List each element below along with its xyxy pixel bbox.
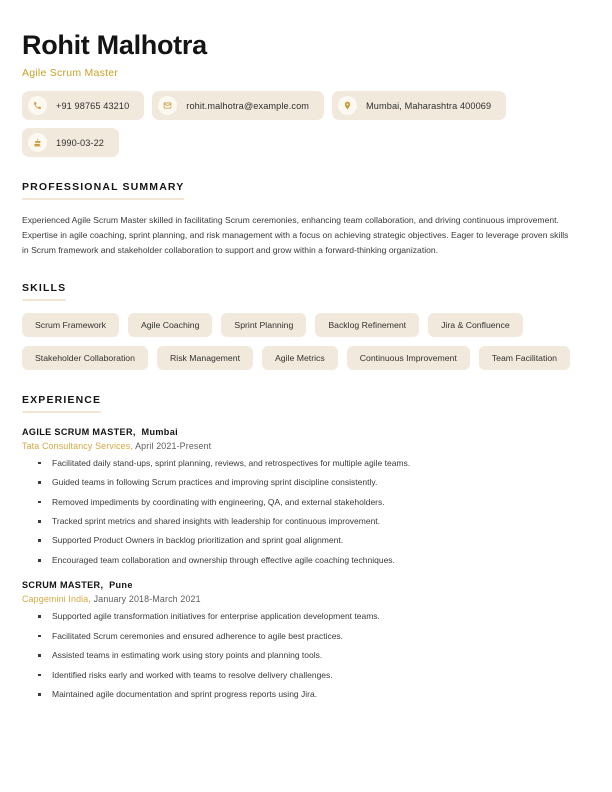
- candidate-name: Rohit Malhotra: [22, 30, 207, 60]
- contact-row-secondary: [22, 128, 590, 157]
- job-company: Capgemini India,: [22, 594, 92, 605]
- section-skills: [22, 278, 590, 370]
- birthdate-value: 1990-03-22: [56, 137, 104, 148]
- location-value: Mumbai, Maharashtra 400069: [366, 100, 492, 111]
- contact-location[interactable]: [332, 91, 506, 120]
- job-bullet: Tracked sprint metrics and shared insights with leadership for continuous improvement.: [22, 516, 590, 527]
- summary-heading: PROFESSIONAL SUMMARY: [22, 181, 184, 200]
- contact-email[interactable]: [152, 91, 324, 120]
- job-location: Mumbai: [141, 426, 178, 437]
- candidate-job-title: Agile Scrum Master: [22, 67, 119, 80]
- job-bullet: Supported Product Owners in backlog prioritization and sprint goal alignment.: [22, 535, 590, 546]
- location-pin-icon: [338, 96, 357, 115]
- contact-phone[interactable]: [22, 91, 144, 120]
- job-meta: [22, 441, 590, 451]
- job-bullets: [22, 458, 590, 567]
- skill-chip: Stakeholder Collaboration: [22, 346, 148, 370]
- job-company: Tata Consultancy Services,: [22, 440, 133, 451]
- skill-chip: Sprint Planning: [221, 313, 306, 337]
- skill-chip: Risk Management: [157, 346, 253, 370]
- experience-entry: [22, 580, 590, 700]
- skill-chip: Team Facilitation: [479, 346, 570, 370]
- job-location: Pune: [109, 580, 133, 591]
- skill-chip: Scrum Framework: [22, 313, 119, 337]
- job-bullet: Guided teams in following Scrum practices and improving sprint discipline consistently.: [22, 477, 590, 488]
- job-bullet: Facilitated daily stand-ups, sprint planning, reviews, and retrospectives for multiple agile teams.: [22, 458, 590, 469]
- contact-birthdate[interactable]: [22, 128, 119, 157]
- skill-chip: Agile Metrics: [262, 346, 338, 370]
- phone-value: +91 98765 43210: [56, 100, 130, 111]
- job-bullet: Removed impediments by coordinating with engineering, QA, and external stakeholders.: [22, 497, 590, 508]
- skills-heading: SKILLS: [22, 282, 66, 301]
- job-title: [22, 580, 590, 590]
- job-bullet: Encouraged team collaboration and ownership through effective agile coaching techniques.: [22, 555, 590, 566]
- job-bullet: Maintained agile documentation and sprint progress reports using Jira.: [22, 689, 590, 700]
- section-experience: [22, 390, 590, 701]
- contact-row-primary: [22, 91, 590, 120]
- skill-chip: Backlog Refinement: [315, 313, 419, 337]
- email-value: rohit.malhotra@example.com: [186, 100, 310, 111]
- contact-info: [22, 91, 590, 157]
- job-bullet: Identified risks early and worked with teams to resolve delivery challenges.: [22, 670, 590, 681]
- experience-entry: [22, 427, 590, 567]
- skill-chip: Jira & Confluence: [428, 313, 523, 337]
- skill-chip: Agile Coaching: [128, 313, 212, 337]
- envelope-icon: [158, 96, 177, 115]
- skills-list: [22, 313, 582, 370]
- phone-icon: [28, 96, 47, 115]
- summary-text: Experienced Agile Scrum Master skilled in facilitating Scrum ceremonies, enhancing team collaboration, and driving continuous improvement. Expertise in agile coaching, sprint planning, and risk management with a focus on achieving strategic objectives. Eager to leverage proven skills in Scrum framework and stakeholder collaboration to support and grow within a forward-thinking organization.: [22, 215, 569, 255]
- job-bullet: Facilitated Scrum ceremonies and ensured adherence to agile best practices.: [22, 631, 590, 642]
- job-title: [22, 427, 590, 437]
- job-dates: April 2021-Present: [135, 440, 212, 451]
- birthday-cake-icon: [28, 133, 47, 152]
- job-bullets: [22, 611, 590, 700]
- job-meta: [22, 594, 590, 604]
- skill-chip: Continuous Improvement: [347, 346, 470, 370]
- job-dates: January 2018-March 2021: [93, 594, 201, 605]
- experience-heading: EXPERIENCE: [22, 394, 101, 413]
- resume-header: [22, 30, 590, 157]
- job-role: AGILE SCRUM MASTER,: [22, 426, 136, 437]
- job-bullet: Supported agile transformation initiatives for enterprise application development teams.: [22, 611, 590, 622]
- section-professional-summary: [22, 177, 590, 257]
- job-role: SCRUM MASTER,: [22, 580, 104, 591]
- job-bullet: Assisted teams in estimating work using story points and planning tools.: [22, 650, 590, 661]
